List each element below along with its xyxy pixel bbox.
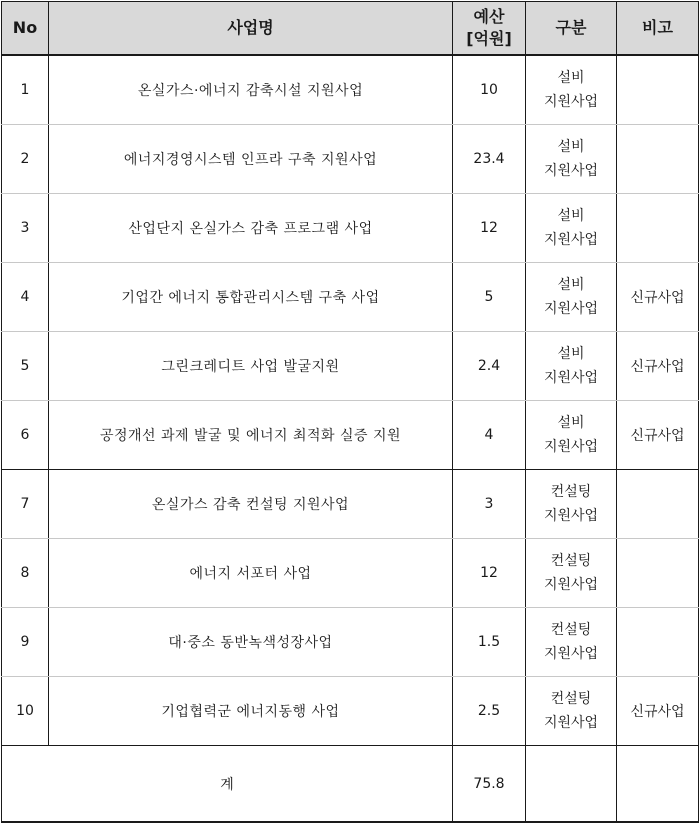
row-type-line1: 컨설팅 (550, 622, 592, 638)
budget-table (1, 1, 699, 823)
row-type (526, 401, 617, 470)
row-name: 공정개선 과제 발굴 및 에너지 최적화 실증 지원 (49, 401, 453, 470)
row-budget: 4 (453, 401, 526, 470)
row-type-line2: 지원사업 (543, 439, 599, 455)
row-type-line2: 지원사업 (543, 577, 599, 593)
total-note (617, 746, 699, 823)
row-type (526, 608, 617, 677)
row-no: 10 (2, 677, 49, 746)
header-name: 사업명 (49, 2, 453, 56)
row-no: 4 (2, 263, 49, 332)
row-budget: 3 (453, 470, 526, 539)
header-type: 구분 (526, 2, 617, 56)
row-name: 산업단지 온실가스 감축 프로그램 사업 (49, 194, 453, 263)
row-name: 온실가스 감축 컨설팅 지원사업 (49, 470, 453, 539)
row-type-line1: 컨설팅 (550, 553, 592, 569)
row-type (526, 470, 617, 539)
row-name: 대·중소 동반녹색성장사업 (49, 608, 453, 677)
row-no: 6 (2, 401, 49, 470)
total-budget: 75.8 (453, 746, 526, 823)
row-note: 신규사업 (617, 332, 699, 401)
total-row (2, 746, 699, 823)
row-type-line1: 설비 (557, 415, 585, 431)
row-budget: 2.5 (453, 677, 526, 746)
row-budget: 12 (453, 194, 526, 263)
row-note (617, 539, 699, 608)
table-row (2, 125, 699, 194)
row-type-line1: 설비 (557, 70, 585, 86)
table-row (2, 194, 699, 263)
row-type-line2: 지원사업 (543, 232, 599, 248)
row-note: 신규사업 (617, 401, 699, 470)
row-type (526, 194, 617, 263)
row-name: 에너지경영시스템 인프라 구축 지원사업 (49, 125, 453, 194)
header-budget-line2: [억원] (466, 29, 512, 48)
row-budget: 1.5 (453, 608, 526, 677)
row-budget: 2.4 (453, 332, 526, 401)
total-type (526, 746, 617, 823)
row-no: 1 (2, 55, 49, 125)
row-note (617, 125, 699, 194)
row-type (526, 263, 617, 332)
row-note (617, 194, 699, 263)
row-no: 3 (2, 194, 49, 263)
row-budget: 12 (453, 539, 526, 608)
row-budget: 23.4 (453, 125, 526, 194)
row-no: 7 (2, 470, 49, 539)
table-row (2, 677, 699, 746)
row-type-line1: 컨설팅 (550, 691, 592, 707)
row-type-line1: 컨설팅 (550, 484, 592, 500)
table-row (2, 608, 699, 677)
table-row (2, 539, 699, 608)
row-name: 온실가스·에너지 감축시설 지원사업 (49, 55, 453, 125)
row-type (526, 332, 617, 401)
row-name: 에너지 서포터 사업 (49, 539, 453, 608)
table-row (2, 55, 699, 125)
header-budget-line1: 예산 (473, 7, 505, 26)
table-row (2, 263, 699, 332)
row-type (526, 55, 617, 125)
header-budget (453, 2, 526, 56)
table-row (2, 332, 699, 401)
row-type (526, 125, 617, 194)
row-name: 그린크레디트 사업 발굴지원 (49, 332, 453, 401)
row-note (617, 470, 699, 539)
row-type-line2: 지원사업 (543, 646, 599, 662)
header-no: No (2, 2, 49, 56)
row-type-line2: 지원사업 (543, 370, 599, 386)
row-type-line1: 설비 (557, 139, 585, 155)
row-name: 기업간 에너지 통합관리시스템 구축 사업 (49, 263, 453, 332)
row-type-line2: 지원사업 (543, 715, 599, 731)
row-type (526, 677, 617, 746)
row-type-line2: 지원사업 (543, 94, 599, 110)
row-type-line1: 설비 (557, 277, 585, 293)
row-note (617, 608, 699, 677)
row-type (526, 539, 617, 608)
row-type-line2: 지원사업 (543, 508, 599, 524)
row-no: 2 (2, 125, 49, 194)
row-budget: 5 (453, 263, 526, 332)
row-no: 9 (2, 608, 49, 677)
table-row (2, 470, 699, 539)
table-row (2, 401, 699, 470)
header-row (2, 2, 699, 56)
row-budget: 10 (453, 55, 526, 125)
row-note: 신규사업 (617, 677, 699, 746)
row-type-line1: 설비 (557, 208, 585, 224)
header-note: 비고 (617, 2, 699, 56)
row-type-line2: 지원사업 (543, 163, 599, 179)
row-note: 신규사업 (617, 263, 699, 332)
row-name: 기업협력군 에너지동행 사업 (49, 677, 453, 746)
row-type-line2: 지원사업 (543, 301, 599, 317)
row-note (617, 55, 699, 125)
row-type-line1: 설비 (557, 346, 585, 362)
total-label: 계 (2, 746, 453, 823)
row-no: 8 (2, 539, 49, 608)
row-no: 5 (2, 332, 49, 401)
